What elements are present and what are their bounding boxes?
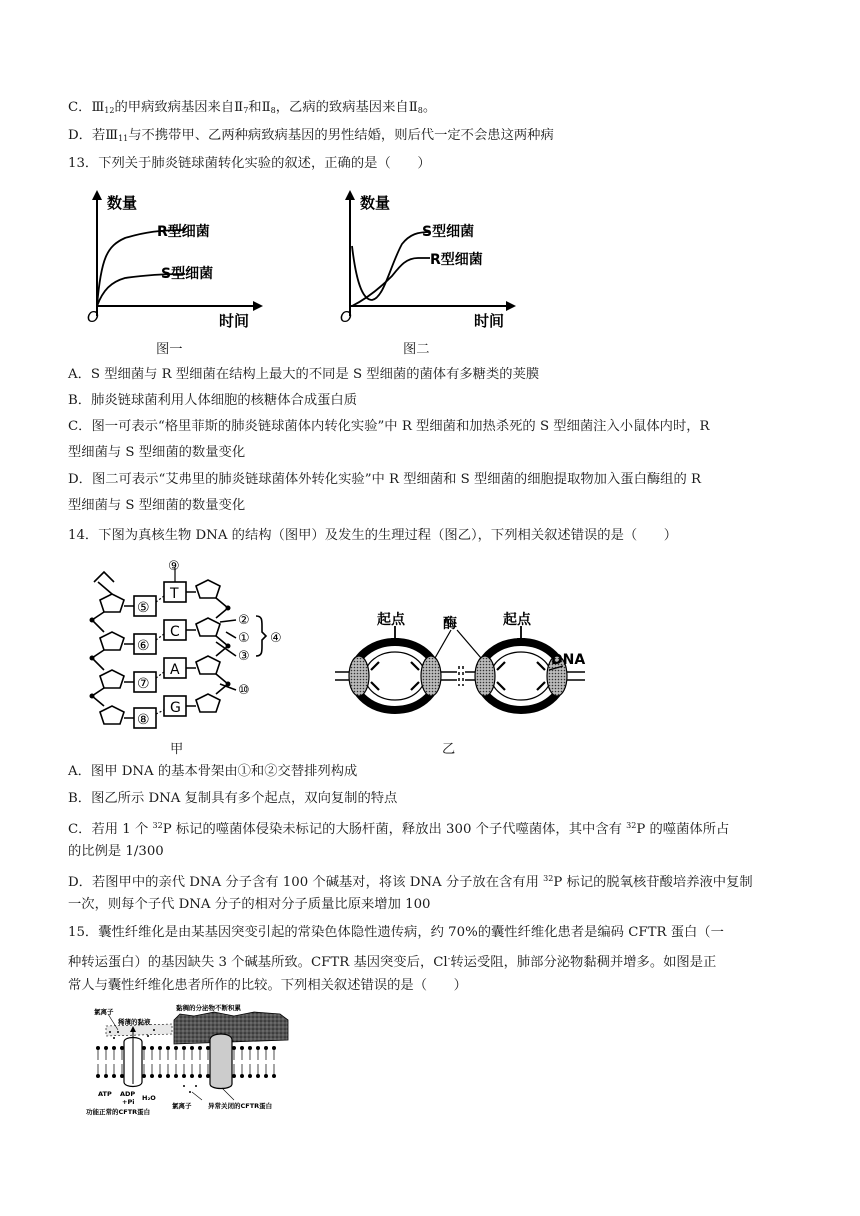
figure-yi-dna-replication xyxy=(335,606,595,726)
figure-2-graph xyxy=(338,188,518,336)
fig-yi-caption: 乙 xyxy=(442,742,456,757)
fig15-normal-cftr-label: 功能正常的CFTR蛋白 xyxy=(86,1108,151,1116)
fig15-pi-label: +Pi xyxy=(122,1098,135,1106)
jia-base-t: T xyxy=(170,586,179,602)
jia-base-c: C xyxy=(170,624,180,640)
jia-num-4: ④ xyxy=(270,631,282,646)
jia-num-10: ⑩ xyxy=(238,683,250,698)
figure-15-cftr-comparison xyxy=(84,1000,296,1116)
q14-option-b: B．图乙所示 DNA 复制具有多个起点，双向复制的特点 xyxy=(68,791,398,806)
question-15-line1: 15．囊性纤维化是由某基因突变引起的常染色体隐性遗传病，约 70%的囊性纤维化患者是编码 CFTR 蛋白（一 xyxy=(68,925,724,940)
q13-option-d-line2: 型细菌与 S 型细菌的数量变化 xyxy=(68,498,246,513)
q13-option-a: A．S 型细菌与 R 型细菌在结构上最大的不同是 S 型细菌的菌体有多糖类的荚膜 xyxy=(68,367,540,382)
yi-dna-label: DNA xyxy=(551,652,586,668)
question-15-line3: 常人与囊性纤维化患者所作的比较。下列相关叙述错误的是（ ） xyxy=(68,978,467,993)
q13-option-b: B．肺炎链球菌利用人体细胞的核糖体合成蛋白质 xyxy=(68,393,358,408)
jia-num-7: ⑦ xyxy=(137,676,150,692)
fig15-atp-label: ATP xyxy=(98,1090,112,1098)
jia-num-2: ② xyxy=(238,613,250,628)
figure-1-graph xyxy=(85,188,265,336)
fig2-curve-s-label: S型细菌 xyxy=(422,224,475,240)
fig2-curve-r-label: R型细菌 xyxy=(430,252,483,268)
fig15-chloride-label-2: 氯离子 xyxy=(172,1102,192,1110)
jia-num-6: ⑥ xyxy=(137,638,150,654)
jia-num-5: ⑤ xyxy=(137,600,150,616)
option-d-q12: D．若$Ⅲ_{11}$与不携带甲、乙两种病致病基因的男性结婚，则后代一定不会患这两种病 xyxy=(68,128,554,143)
jia-base-g: G xyxy=(170,700,181,716)
fig2-x-label: 时间 xyxy=(474,312,505,330)
option-c-q12: C．$Ⅲ_{12}$的甲病致病基因来自$Ⅱ_7$和$Ⅱ_8$，乙病的致病基因来自$Ⅱ_8$。 xyxy=(68,100,437,115)
q13-option-c-line2: 型细菌与 S 型细菌的数量变化 xyxy=(68,445,246,460)
q13-option-c-line1: C．图一可表示“格里菲斯的肺炎链球菌体内转化实验”中 R 型细菌和加热杀死的 S 型细菌注入小鼠体内时，R xyxy=(68,419,710,434)
fig15-chloride-label-1: 氯离子 xyxy=(94,1008,114,1016)
q14-option-d-line2: 一次，则每个子代 DNA 分子的相对分子质量比原来增加 100 xyxy=(68,897,431,912)
q14-option-c-line1: C．若用 1 个 $^{32}$P 标记的噬菌体侵染未标记的大肠杆菌，释放出 300 个子代噬菌体，其中含有 $^{32}$P 的噬菌体所占 xyxy=(68,821,730,837)
figure-jia-dna-structure xyxy=(80,560,290,730)
fig1-curve-s-label: S型细菌 xyxy=(161,266,214,282)
jia-num-9: ⑨ xyxy=(168,560,180,574)
fig2-caption: 图二 xyxy=(403,342,430,357)
fig15-thin-mucus-label: 稀薄的黏液 xyxy=(118,1018,151,1026)
fig15-thick-mucus-label: 黏稠的分泌物不断积累 xyxy=(176,1004,241,1012)
fig-jia-caption: 甲 xyxy=(170,742,184,757)
yi-origin-label-2: 起点 xyxy=(503,612,531,628)
question-14: 14．下图为真核生物 DNA 的结构（图甲）及发生的生理过程（图乙），下列相关叙述错误的是（ ） xyxy=(68,528,678,543)
q13-option-d-line1: D．图二可表示“艾弗里的肺炎链球菌体外转化实验”中 R 型细菌和 S 型细菌的细胞提取物加入蛋白酶组的 R xyxy=(68,472,701,487)
jia-base-a: A xyxy=(170,662,180,678)
fig2-y-label: 数量 xyxy=(360,194,391,212)
fig15-adp-label: ADP xyxy=(120,1090,136,1098)
yi-enzyme-label: 酶 xyxy=(443,616,457,632)
q14-option-d-line1: D．若图甲中的亲代 DNA 分子含有 100 个碱基对，将该 DNA 分子放在含有用 $^{32}$P 标记的脱氧核苷酸培养液中复制 xyxy=(68,874,753,890)
question-13: 13．下列关于肺炎链球菌转化实验的叙述，正确的是（ ） xyxy=(68,156,431,171)
jia-num-3: ③ xyxy=(238,649,250,664)
fig15-abnormal-cftr-label: 异常关闭的CFTR蛋白 xyxy=(208,1102,273,1110)
question-15-line2: 种转运蛋白）的基因缺失 3 个碱基所致。CFTR 基因突变后，Cl-转运受阻，肺部分泌物黏稠并增多。如图是正 xyxy=(68,954,717,970)
fig2-origin: O xyxy=(340,308,352,326)
fig15-h2o-label: H₂O xyxy=(142,1094,156,1102)
q14-option-c-line2: 的比例是 1/300 xyxy=(68,844,164,859)
fig1-curve-r-label: R型细菌 xyxy=(157,224,210,240)
fig1-x-label: 时间 xyxy=(219,312,250,330)
jia-num-8: ⑧ xyxy=(137,712,150,728)
yi-origin-label-1: 起点 xyxy=(377,612,405,628)
fig1-y-label: 数量 xyxy=(107,194,138,212)
fig1-caption: 图一 xyxy=(156,342,183,357)
jia-num-1: ① xyxy=(238,631,250,646)
q14-option-a: A．图甲 DNA 的基本骨架由①和②交替排列构成 xyxy=(68,764,358,779)
fig1-origin: O xyxy=(87,308,99,326)
